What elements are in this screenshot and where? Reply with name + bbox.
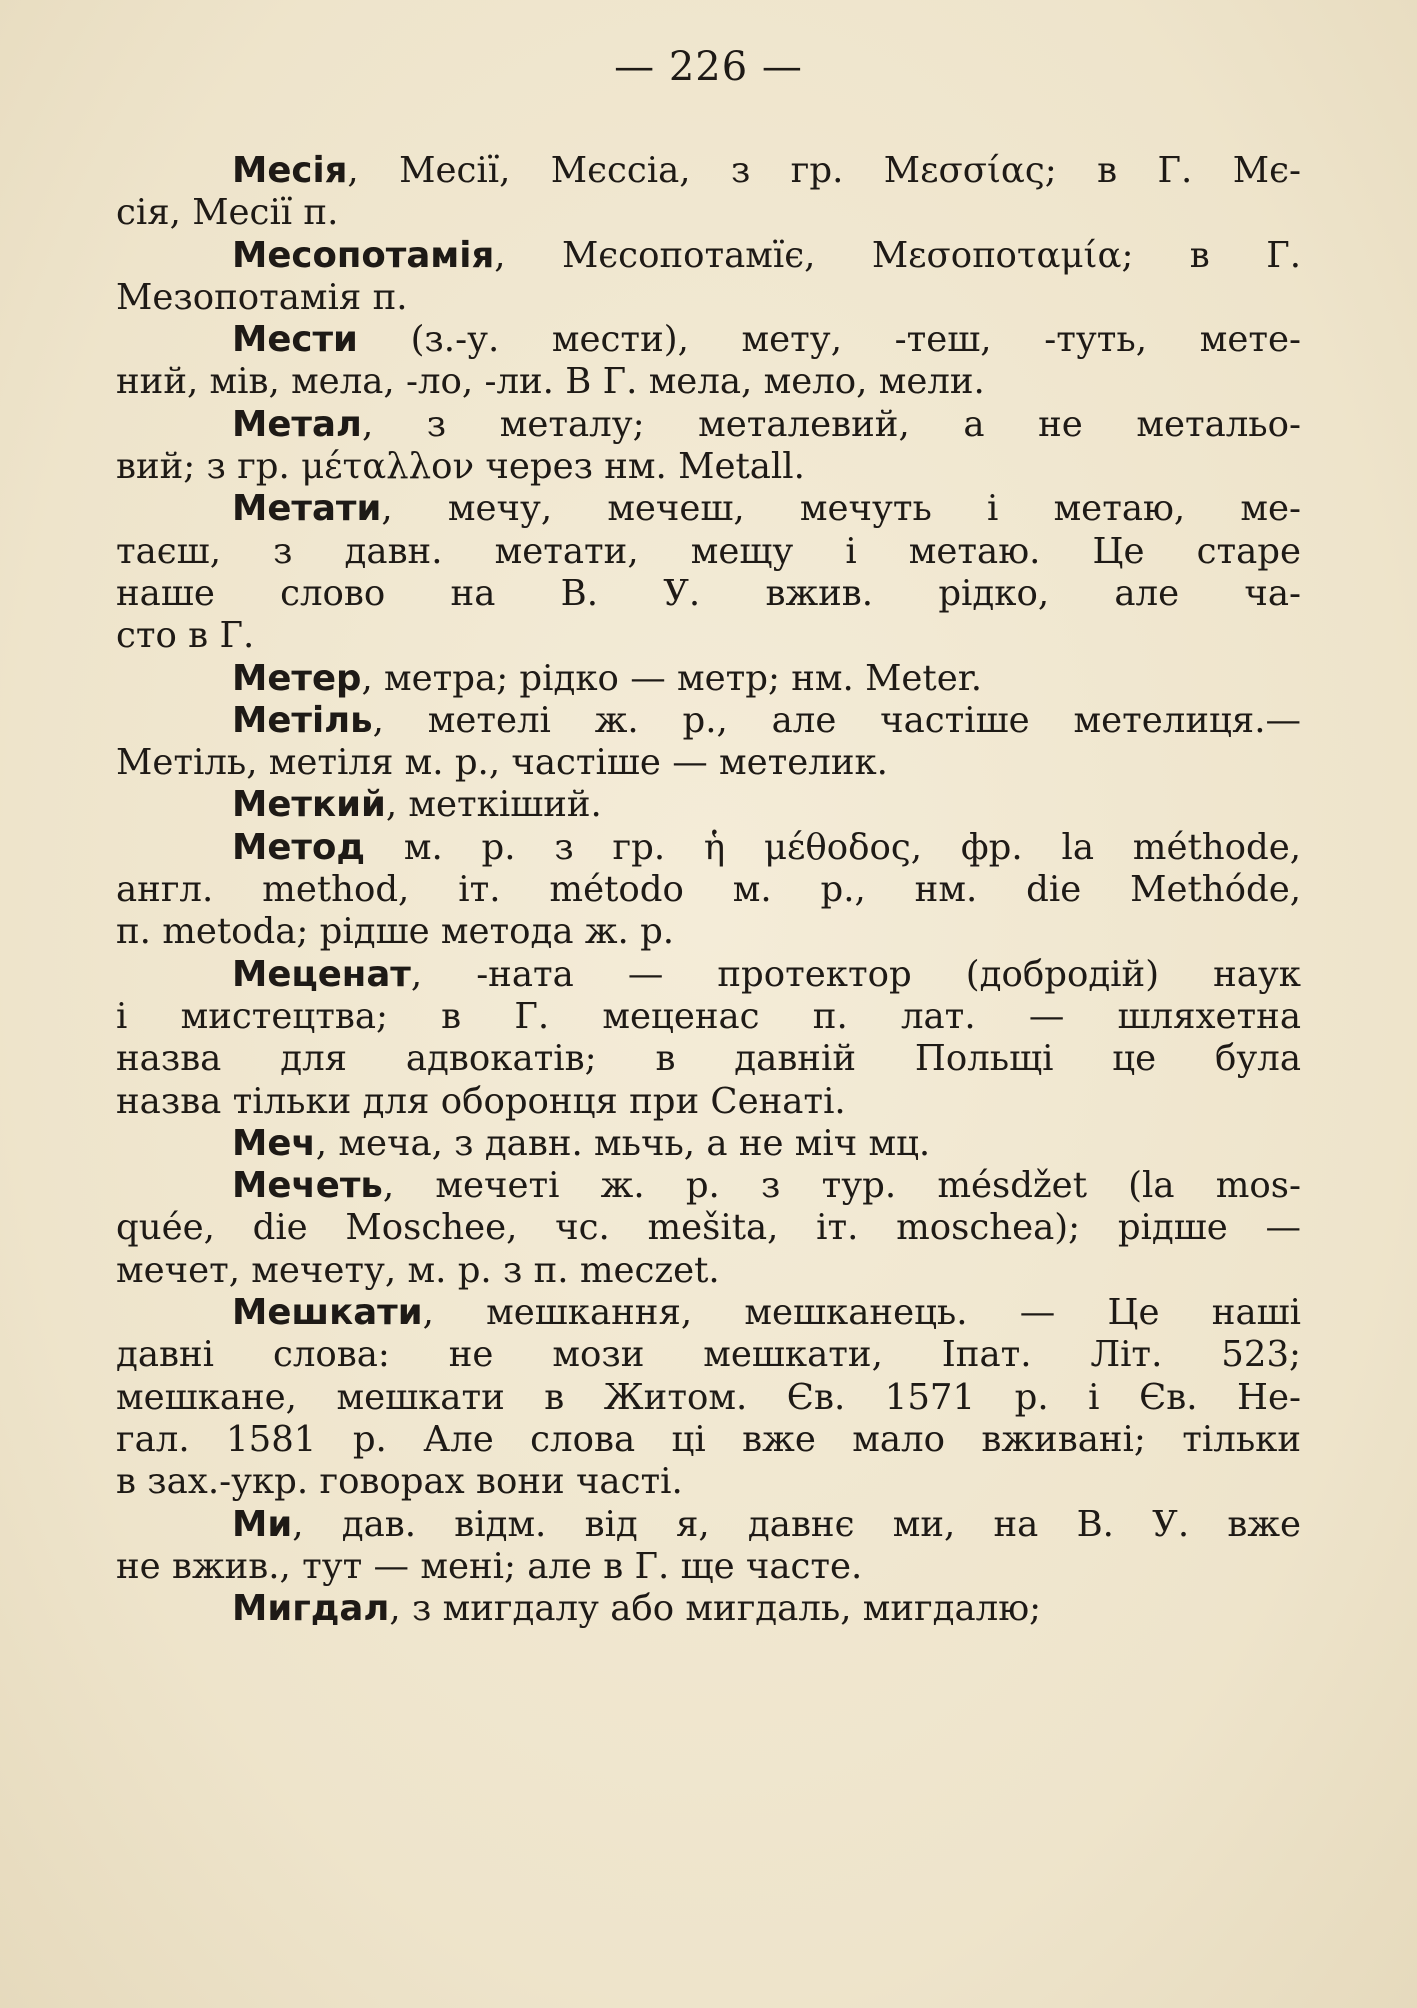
entry-line: гал. 1581 р. Але слова ці вже мало вживані; тільки — [116, 1418, 1301, 1460]
entry-first-line: Меткий, меткіший. — [232, 784, 602, 826]
headword: Метод — [232, 826, 366, 868]
headword: Меткий — [232, 784, 386, 826]
entry-line: наше слово на В. У. вжив. рідко, але ча- — [116, 572, 1301, 614]
entry-line: п. metoda; рідше метода ж. р. — [116, 911, 675, 953]
dictionary-entry — [116, 1292, 1301, 1503]
dictionary-entry — [116, 235, 1301, 320]
entry-first-line: Месопотамія, Мєсопотамїє, Μεσοποταμία; в Г. — [232, 234, 1301, 276]
entry-first-line: Метал, з металу; металевий, а не метальо- — [232, 403, 1301, 445]
dictionary-entry — [116, 658, 1301, 700]
entry-line: англ. method, іт. método м. р., нм. die Methóde, — [116, 869, 1301, 911]
entry-line: quée, die Moschee, чс. mešita, іт. moschea); рідше — — [116, 1207, 1301, 1249]
headword: Метати — [232, 488, 382, 530]
entry-first-line: Мечеть, мечеті ж. р. з тур. mésdžet (la mos- — [232, 1165, 1301, 1207]
page-number: — 226 — — [614, 44, 803, 90]
entry-line: Мезопотамія п. — [116, 276, 408, 318]
entry-first-line: Метер, метра; рідко — метр; нм. Meter. — [232, 657, 983, 699]
entry-line: в зах.-укр. говорах вони часті. — [116, 1461, 683, 1503]
dictionary-entry — [116, 827, 1301, 954]
entry-line: і мистецтва; в Г. меценас п. лат. — шляхетна — [116, 995, 1301, 1037]
headword: Метіль — [232, 699, 373, 741]
headword: Метер — [232, 657, 362, 699]
entry-first-line: Метод м. р. з гр. ἡ μέθοδος, фр. la méthode, — [232, 826, 1301, 868]
entry-line: не вжив., тут — мені; але в Г. ще часте. — [116, 1545, 863, 1587]
entry-first-line: Метіль, метелі ж. р., але частіше метелиця.— — [232, 699, 1301, 741]
entry-line: таєш, з давн. метати, мещу і метаю. Це старе — [116, 530, 1301, 572]
entry-line: мешкане, мешкати в Житом. Єв. 1571 р. і Єв. Не- — [116, 1376, 1301, 1418]
dictionary-entry — [116, 954, 1301, 1123]
entry-first-line: Меч, меча, з давн. мьчь, а не міч мц. — [232, 1122, 931, 1164]
headword: Меценат — [232, 953, 411, 995]
dictionary-entry — [116, 319, 1301, 404]
headword: Меч — [232, 1122, 316, 1164]
headword: Месопотамія — [232, 234, 495, 276]
headword: Мигдал — [232, 1588, 390, 1630]
dictionary-entry — [116, 150, 1301, 235]
entry-line: мечет, мечету, м. р. з п. meczet. — [116, 1249, 720, 1291]
entry-first-line: Месія, Месії, Мєссіа, з гр. Μεσσίας; в Г. Мє- — [232, 150, 1301, 191]
entry-line: ний, мів, мела, -ло, -ли. В Г. мела, мело, мели. — [116, 361, 985, 403]
dictionary-entry — [116, 1504, 1301, 1589]
headword: Мешкати — [232, 1292, 423, 1334]
entry-first-line: Метати, мечу, мечеш, мечуть і метаю, ме- — [232, 488, 1301, 530]
dictionary-entry — [116, 488, 1301, 657]
entry-line: Метіль, метіля м. р., частіше — метелик. — [116, 742, 888, 784]
entry-line: вий; з гр. μέταλλον через нм. Metall. — [116, 446, 805, 488]
headword: Мечеть — [232, 1165, 383, 1207]
entry-first-line: Мешкати, мешкання, мешканець. — Це наші — [232, 1292, 1301, 1334]
dictionary-entry — [116, 700, 1301, 785]
entry-first-line: Мигдал, з мигдалу або мигдаль, мигдалю; — [232, 1588, 1042, 1630]
entry-first-line: Меценат, -ната — протектор (добродій) наук — [232, 953, 1301, 995]
entries-list — [116, 150, 1301, 1630]
headword: Метал — [232, 403, 362, 445]
headword: Месія — [232, 150, 348, 191]
dictionary-entry — [116, 784, 1301, 826]
entry-first-line: Мести (з.-у. мести), мету, -теш, -туть, мете- — [232, 319, 1301, 361]
entry-line: сія, Месії п. — [116, 192, 339, 234]
dictionary-entry — [116, 1123, 1301, 1165]
dictionary-entry — [116, 1165, 1301, 1292]
headword: Ми — [232, 1503, 293, 1545]
entry-first-line: Ми, дав. відм. від я, давнє ми, на В. У. вже — [232, 1503, 1301, 1545]
entry-line: назва тільки для оборонця при Сенаті. — [116, 1080, 846, 1122]
headword: Мести — [232, 319, 358, 361]
dictionary-entry — [116, 1588, 1301, 1630]
entry-line: давні слова: не мози мешкати, Іпат. Літ. 523; — [116, 1334, 1301, 1376]
entry-line: назва для адвокатів; в давній Польщі це була — [116, 1038, 1301, 1080]
entry-line: сто в Г. — [116, 615, 255, 657]
dictionary-entry — [116, 404, 1301, 489]
